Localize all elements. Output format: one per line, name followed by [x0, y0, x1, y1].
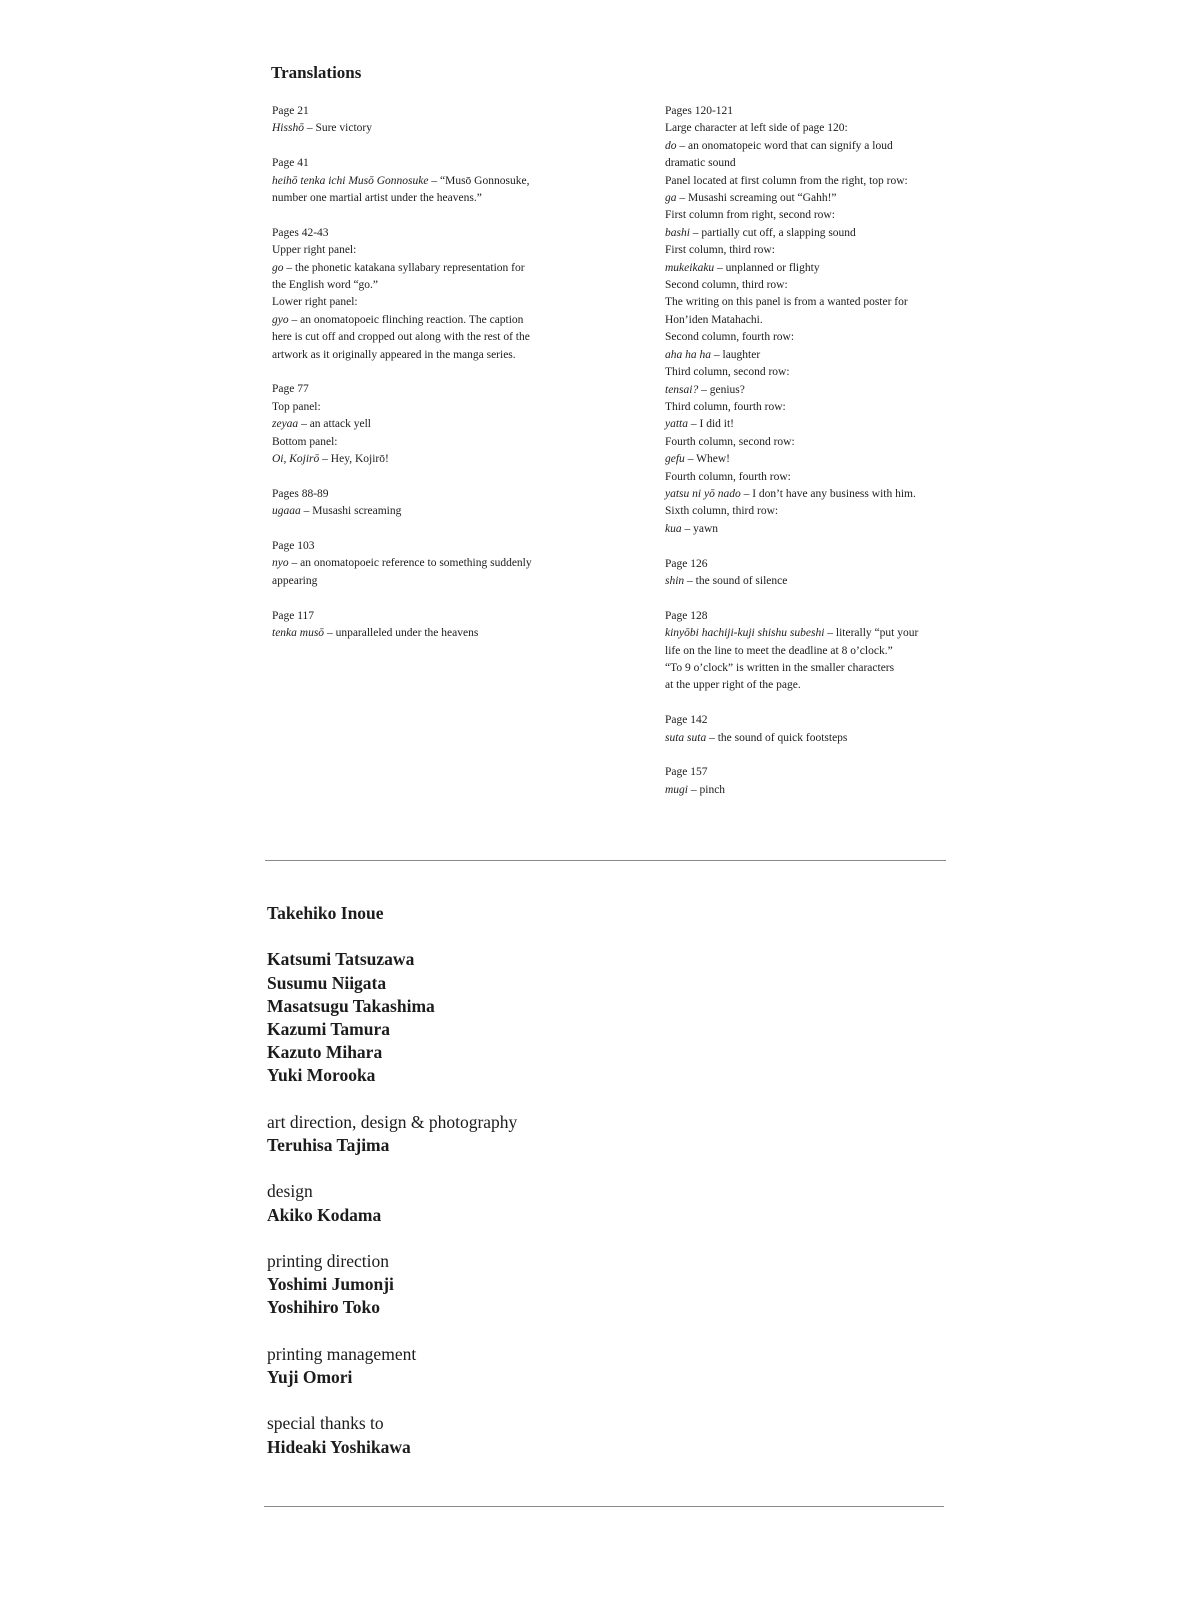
translation-text: Second column, fourth row: — [665, 331, 795, 344]
translation-term: kua — [665, 522, 682, 535]
translation-line — [272, 120, 612, 137]
translation-entry — [272, 225, 612, 364]
translation-separator: – — [300, 505, 313, 518]
translation-text: Large character at left side of page 120: — [665, 122, 848, 135]
translation-text: “To 9 o’clock” is written in the smaller characters — [665, 661, 895, 674]
translation-text: literally “put your — [835, 627, 919, 640]
translation-text: “Musō Gonnosuke, — [440, 174, 530, 187]
translation-line — [665, 521, 985, 538]
translation-term: zeyaa — [272, 418, 299, 431]
translation-entry — [665, 764, 985, 799]
credit-groups — [267, 948, 867, 1458]
translation-term: go — [272, 261, 284, 274]
translation-text: life on the line to meet the deadline at 8 o’clock.” — [665, 644, 893, 657]
translation-line — [665, 451, 985, 468]
page-reference: Page 128 — [665, 609, 708, 622]
translation-term: mugi — [665, 783, 688, 796]
translation-line — [665, 120, 985, 137]
translation-term: yatsu ni yō nado — [665, 487, 741, 500]
translation-line — [665, 138, 985, 155]
translation-term: nyo — [272, 557, 289, 570]
translation-text: Third column, fourth row: — [665, 400, 786, 413]
translation-entry — [272, 608, 612, 643]
page-reference: Pages 120-121 — [665, 105, 734, 117]
translation-text: an onomatopoeic flinching reaction. The caption — [300, 313, 524, 326]
translation-text: Fourth column, fourth row: — [665, 470, 791, 483]
translation-text: I don’t have any business with him. — [752, 487, 916, 500]
credit-name: Akiko Kodama — [267, 1204, 382, 1225]
translation-text: here is cut off and cropped out along with the rest of the — [272, 331, 530, 344]
translation-text: dramatic sound — [665, 157, 736, 170]
translation-text: Sixth column, third row: — [665, 505, 779, 518]
page-reference: Page 117 — [272, 609, 315, 622]
page-reference: Page 157 — [665, 766, 708, 779]
translation-entry — [665, 556, 985, 591]
translation-line — [272, 555, 612, 572]
translation-line — [272, 329, 612, 346]
page-reference: Pages 88-89 — [272, 487, 329, 500]
translation-term: suta suta — [665, 731, 707, 744]
translation-term: ugaaa — [272, 505, 301, 518]
credit-name: Masatsugu Takashima — [267, 995, 435, 1016]
translation-line — [665, 660, 985, 677]
translation-entry — [272, 538, 612, 590]
credit-name: Kazuto Mihara — [267, 1042, 383, 1063]
translation-line — [665, 225, 985, 242]
translation-separator: – — [428, 174, 440, 187]
translation-text: an onomatopeic word that can signify a loud — [688, 139, 893, 152]
translation-separator: – — [298, 418, 310, 431]
translation-text: Third column, second row: — [665, 366, 790, 379]
credit-name: Yoshihiro Toko — [267, 1297, 381, 1318]
translation-line — [665, 782, 985, 799]
translation-separator: – — [288, 557, 301, 570]
credit-group — [267, 1111, 867, 1157]
translation-entry — [272, 486, 612, 521]
translation-text: an attack yell — [309, 418, 371, 431]
translation-term: ga — [665, 192, 677, 205]
translation-separator: – — [676, 192, 688, 205]
credit-role: special thanks to — [267, 1413, 384, 1434]
translation-separator: – — [711, 348, 723, 361]
credit-group — [267, 1180, 867, 1226]
page-reference: Page 21 — [272, 105, 309, 117]
translation-text: pinch — [699, 783, 726, 796]
translations-left-column — [272, 103, 612, 643]
translation-line — [665, 364, 985, 381]
translation-text: Sure victory — [315, 122, 372, 135]
translation-text: Upper right panel: — [272, 244, 357, 257]
translation-entry — [272, 381, 612, 468]
credit-name: Katsumi Tatsuzawa — [267, 949, 415, 970]
translation-separator: – — [688, 418, 700, 431]
translation-separator: – — [688, 783, 700, 796]
translation-entry — [272, 155, 612, 207]
credits-block — [267, 902, 867, 1459]
translation-term: mukeikaku — [665, 261, 715, 274]
translation-line — [665, 677, 985, 694]
translation-text: laughter — [722, 348, 761, 361]
credit-name: Kazumi Tamura — [267, 1019, 391, 1039]
translation-text: an onomatopoeic reference to something suddenly — [300, 557, 532, 570]
translation-line — [665, 469, 985, 486]
translation-term: do — [665, 139, 677, 152]
section-divider — [265, 860, 946, 861]
translation-separator: – — [283, 261, 295, 274]
translation-term: tenka musō — [272, 627, 325, 640]
translation-separator: – — [740, 487, 753, 500]
translation-text: Whew! — [696, 453, 730, 466]
translation-line — [665, 312, 985, 329]
translation-line — [665, 625, 985, 642]
translations-heading: Translations — [271, 63, 362, 82]
translation-text: the sound of silence — [695, 574, 788, 587]
translation-line — [665, 242, 985, 259]
translation-line — [272, 347, 612, 364]
translation-text: Hey, Kojirō! — [330, 453, 389, 466]
credit-role: design — [267, 1181, 313, 1202]
page-reference: Pages 42-43 — [272, 226, 329, 239]
translation-separator: – — [684, 574, 696, 587]
translation-separator: – — [824, 627, 836, 640]
translation-term: yatta — [665, 418, 688, 431]
translation-text: Hon’iden Matahachi. — [665, 313, 763, 326]
translation-line — [272, 190, 612, 207]
translation-separator: – — [681, 522, 694, 535]
translation-text: partially cut off, a slapping sound — [701, 226, 856, 239]
credit-name: Susumu Niigata — [267, 972, 387, 993]
page-reference: Page 103 — [272, 540, 315, 553]
translation-line — [272, 399, 612, 416]
translation-entry — [272, 103, 612, 138]
credit-group — [267, 1250, 867, 1320]
page-reference: Page 77 — [272, 383, 309, 396]
translation-separator: – — [319, 453, 331, 466]
translation-text: genius? — [709, 383, 745, 396]
credit-role: printing direction — [267, 1250, 389, 1271]
translation-line — [665, 277, 985, 294]
translation-text: First column, third row: — [665, 244, 775, 257]
translation-line — [272, 277, 612, 294]
translation-text: at the upper right of the page. — [665, 679, 801, 692]
page-reference: Page 142 — [665, 714, 708, 727]
translation-line — [272, 312, 612, 329]
translation-line — [272, 260, 612, 277]
translation-text: unparalleled under the heavens — [335, 627, 479, 640]
translation-line — [272, 503, 612, 520]
bottom-divider — [264, 1506, 944, 1507]
translation-separator: – — [706, 731, 718, 744]
credit-name: Teruhisa Tajima — [267, 1135, 390, 1155]
translation-line — [665, 382, 985, 399]
credit-group — [267, 948, 867, 1087]
translation-line — [665, 347, 985, 364]
translation-separator: – — [288, 313, 301, 326]
translation-line — [272, 242, 612, 259]
translation-line — [272, 294, 612, 311]
translation-separator: – — [714, 261, 726, 274]
translation-line — [665, 643, 985, 660]
translation-line — [272, 173, 612, 190]
translation-line — [665, 730, 985, 747]
translation-text: number one martial artist under the heavens.” — [272, 192, 482, 205]
credit-name: Yoshimi Jumonji — [267, 1274, 394, 1295]
translation-line — [272, 416, 612, 433]
translation-line — [665, 155, 985, 172]
translation-text: Musashi screaming out “Gahh!” — [688, 192, 837, 205]
translation-text: First column from right, second row: — [665, 209, 835, 222]
credit-name: Yuji Omori — [267, 1366, 353, 1387]
translation-term: Hisshō — [272, 122, 304, 135]
translation-line — [665, 434, 985, 451]
translation-text: I did it! — [699, 418, 734, 431]
translation-separator: – — [303, 122, 316, 135]
translation-text: Second column, third row: — [665, 279, 788, 292]
translation-line — [665, 573, 985, 590]
translation-text: Top panel: — [272, 400, 321, 413]
translation-term: gefu — [665, 453, 685, 466]
translation-text: yawn — [693, 522, 719, 535]
translation-line — [665, 329, 985, 346]
translation-term: shin — [665, 574, 685, 587]
translation-term: kinyōbi hachiji-kuji shishu subeshi — [665, 627, 825, 640]
translation-line — [272, 434, 612, 451]
translation-term: aha ha ha — [665, 348, 711, 361]
translation-term: Oi, Kojirō — [272, 453, 320, 466]
credit-name: Yuki Morooka — [267, 1065, 376, 1086]
credit-group — [267, 1343, 867, 1389]
translation-text: appearing — [272, 574, 318, 587]
credits-author: Takehiko Inoue — [267, 903, 384, 923]
translation-line — [665, 416, 985, 433]
page-reference: Page 41 — [272, 157, 309, 170]
translation-line — [665, 207, 985, 224]
translation-separator: – — [324, 627, 336, 640]
translation-line — [665, 260, 985, 277]
translation-separator: – — [698, 383, 710, 396]
translation-text: Musashi screaming — [312, 505, 402, 518]
translation-line — [665, 503, 985, 520]
translation-term: gyo — [272, 313, 289, 326]
translation-text: Bottom panel: — [272, 435, 338, 448]
translation-entry — [665, 712, 985, 747]
translation-line — [665, 399, 985, 416]
translation-text: the sound of quick footsteps — [717, 731, 848, 744]
translation-text: Panel located at first column from the right, top row: — [665, 174, 908, 187]
translation-line — [272, 625, 612, 642]
translation-separator: – — [689, 226, 702, 239]
translation-text: unplanned or flighty — [725, 261, 820, 274]
translations-right-column — [665, 103, 985, 799]
translation-term: bashi — [665, 226, 690, 239]
translation-line — [665, 190, 985, 207]
translation-text: artwork as it originally appeared in the manga series. — [272, 348, 516, 361]
translation-text: the English word “go.” — [272, 279, 379, 292]
credit-role: printing management — [267, 1343, 417, 1364]
translation-text: the phonetic katakana syllabary representation for — [295, 261, 525, 274]
translation-line — [665, 486, 985, 503]
translation-line — [272, 451, 612, 468]
credit-group — [267, 1412, 867, 1458]
translation-line — [272, 573, 612, 590]
credit-role: art direction, design & photography — [267, 1111, 518, 1132]
translation-text: The writing on this panel is from a wanted poster for — [665, 296, 908, 309]
translation-line — [665, 294, 985, 311]
translation-line — [665, 173, 985, 190]
translation-term: tensai? — [665, 383, 699, 396]
credit-name: Hideaki Yoshikawa — [267, 1436, 411, 1457]
translation-entry — [665, 608, 985, 695]
translation-separator: – — [676, 139, 688, 152]
translation-entry — [665, 103, 985, 538]
translation-text: Fourth column, second row: — [665, 435, 795, 448]
translation-separator: – — [684, 453, 697, 466]
translation-text: Lower right panel: — [272, 296, 358, 309]
translation-term: heihō tenka ichi Musō Gonnosuke — [272, 174, 429, 187]
page-reference: Page 126 — [665, 557, 708, 570]
